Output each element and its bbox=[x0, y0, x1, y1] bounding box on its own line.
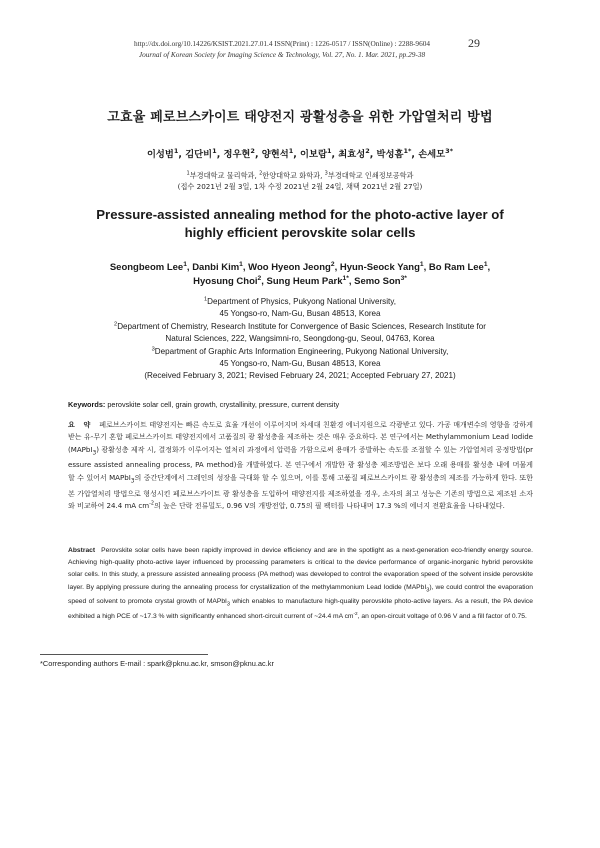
keywords bbox=[68, 400, 538, 409]
korean-abstract: 요 약 페로브스카이트 태양전지는 빠른 속도로 효율 개선이 이루어지며 차세대 친환경 에너지원으로 각광받고 있다. 가공 매개변수의 영향을 강하게 받는 유-무기 혼합 페로브스카이트 태양전지에서 고품질의 광 활성층을 제조하는 것은 매우 중요하다. 본 연구에서는 Methylammonium Lead Iodide(MAPbI$_3$) 광활성층 제작 시, 결정화가 이루어지는 열처리 과정에서 압력을 가함으로써 용매가 증발하는 속도를 조절할 수 있는 가압열처리 공정방법(pressure assisted annealing process, PA method)을 개발하였다. 본 연구에서 개발한 광 활성층 제조방법은 보다 오래 용매를 활성층 내에 머물게 할 수 있어서 MAPbI$_3$의 중간단계에서 그레인의 성장을 극대화 할 수 있으며, 이를 통해 고품질 페로브스카이트 광 활성층의 제조를 가능하게 한다. 또한 본 가압열처리 방법으로 형성시킨 페로브스카이트 광 활성층을 도입하여 태양전지를 제조하였을 경우, 소자의 최고 성능은 기존의 방법으로 제조된 소자와 비교하여 24.4 mA $cm^{-2}$의 높은 단락 전류밀도, 0.96 V의 개방전압, 0.75의 필 팩터를 나타내며 17.3 %의 에너지 전환효율을 나타내었다. bbox=[68, 420, 533, 510]
english-authors: Seongbeom Lee$^1$, Danbi Kim$^1$, Woo Hyeon Jeong$^2$, Hyun-Seock Yang$^1$, Bo Ram Lee$^1$, Hyosung Choi$^2$, Sung Heum Park$^{1*}$, Semo Son$^{3*}$ bbox=[109, 260, 491, 287]
korean-affiliation-line: $^1$부경대학교 물리학과, $^2$한양대학교 화학과, $^3$부경대학교 인쇄정보공학과 bbox=[186, 170, 414, 180]
author-name: 정우현 bbox=[223, 149, 251, 160]
author-name: 손세모 bbox=[418, 149, 446, 160]
affiliation-3: $^3$Department of Graphic Arts Information Engineering, Pukyong National University, bbox=[151, 345, 449, 356]
english-affiliations: $^1$Department of Physics, Pukyong National University, 45 Yongso-ro, Nam-Gu, Busan 48513, Korea $^2$Department of Chemistry, Research Institute for Convergence of Basic Sciences, Research Institute for Natural Sciences, 222, Wangsimni-ro, Seongdong-gu, Seoul, 04763, Korea $^3$Department of Graphic Arts Information Engineering, Pukyong National University, 45 Yongso-ro, Nam-Gu, Busan 48513, Korea (Received February 3, 2021; Revised February 24, 2021; Accepted February 27, 2021) bbox=[50, 296, 550, 383]
author-name: Danbi Kim bbox=[192, 262, 240, 273]
footnote-divider bbox=[40, 654, 208, 655]
keywords-text: perovskite solar cell, grain growth, crystallinity, pressure, current density bbox=[107, 400, 340, 409]
author-name: Seongbeom Lee bbox=[109, 262, 184, 273]
corresponding-author-footnote: *Corresponding authors E-mail : spark@pknu.ac.kr, smson@pknu.ac.kr bbox=[40, 659, 274, 668]
author-name: Hyosung Choi bbox=[193, 276, 258, 287]
journal-citation-line: Journal of Korean Society for Imaging Science & Technology, Vol. 27, No. 1. Mar. 2021, pp.29-38 bbox=[138, 50, 426, 59]
english-abstract: Abstract Perovskite solar cells have been rapidly improved in device efficiency and are in the spotlight as a next-generation eco-friendly energy source. Achieving high-quality photo-active layer influenced by processing parameters is critical to the device performance of organic-inorganic hybrid perovskite solar cells. In this study, a pressure assisted annealing process (PA method) was developed to control the evaporation speed of the solvent inside perovskite layer. By applying pressure during the annealing process for crystallization of the methylammonium Lead Iodide (MAPbI$_3$), we could control the evaporation speed of solvent to promote crystal growth of MAPbI$_3$ which enables to manufacture high-quality perovskite photo-active layers. As a result, the PA device exhibited a high PCE of ~17.3 % with significantly enhanced short-circuit current of ~24.4 mA $cm^{-2}$, an open-circuit voltage of 0.96 V and a fill factor of 0.75. bbox=[68, 547, 533, 620]
english-title: Pressure-assisted annealing method for the photo-active layer of highly efficient perovskite solar cells bbox=[96, 207, 504, 240]
keywords-label: Keywords: bbox=[68, 400, 106, 409]
korean-title: 고효율 페로브스카이트 태양전지 광활성층을 위한 가압열처리 방법 bbox=[107, 110, 493, 125]
author-name: 최효성 bbox=[338, 149, 366, 160]
author-name: 양현석 bbox=[261, 149, 289, 160]
journal-header bbox=[92, 38, 472, 60]
author-name: 이성범 bbox=[146, 149, 174, 160]
english-dates: (Received February 3, 2021; Revised February 24, 2021; Accepted February 27, 2021) bbox=[144, 371, 456, 381]
korean-dates: (접수 2021년 2월 3일, 1차 수정 2021년 2월 24일, 채택 2021년 2월 27일) bbox=[177, 182, 423, 191]
affiliation-1: $^1$Department of Physics, Pukyong National University, bbox=[204, 296, 396, 306]
affiliation-2: $^2$Department of Chemistry, Research Institute for Convergence of Basic Sciences, Research Institute for bbox=[114, 321, 486, 331]
korean-authors: 이성범$^1$, 김단비$^1$, 정우현$^2$, 양현석$^1$, 이보람$^1$, 최효성$^2$, 박성흠$^{1*}$, 손세모$^{3*}$ bbox=[146, 146, 454, 160]
author-name: 김단비 bbox=[185, 149, 213, 160]
korean-affiliations bbox=[0, 170, 600, 192]
author-name: Woo Hyeon Jeong bbox=[248, 262, 331, 273]
author-name: Hyun-Seock Yang bbox=[339, 262, 420, 273]
author-name: Bo Ram Lee bbox=[428, 262, 484, 273]
author-name: Semo Son bbox=[354, 276, 401, 287]
author-name: Sung Heum Park bbox=[266, 276, 343, 287]
doi-issn-line: http://dx.doi.org/10.14226/KSIST.2021.27.01.4 ISSN(Print) : 1226-0517 / ISSN(Online) : 2288-9604 bbox=[133, 39, 431, 48]
author-name: 박성흠 bbox=[376, 149, 404, 160]
page-number: 29 bbox=[468, 36, 480, 50]
english-abstract-label: Abstract bbox=[68, 547, 96, 554]
korean-abstract-label: 요 약 bbox=[68, 420, 94, 429]
author-name: 이보람 bbox=[300, 149, 327, 160]
